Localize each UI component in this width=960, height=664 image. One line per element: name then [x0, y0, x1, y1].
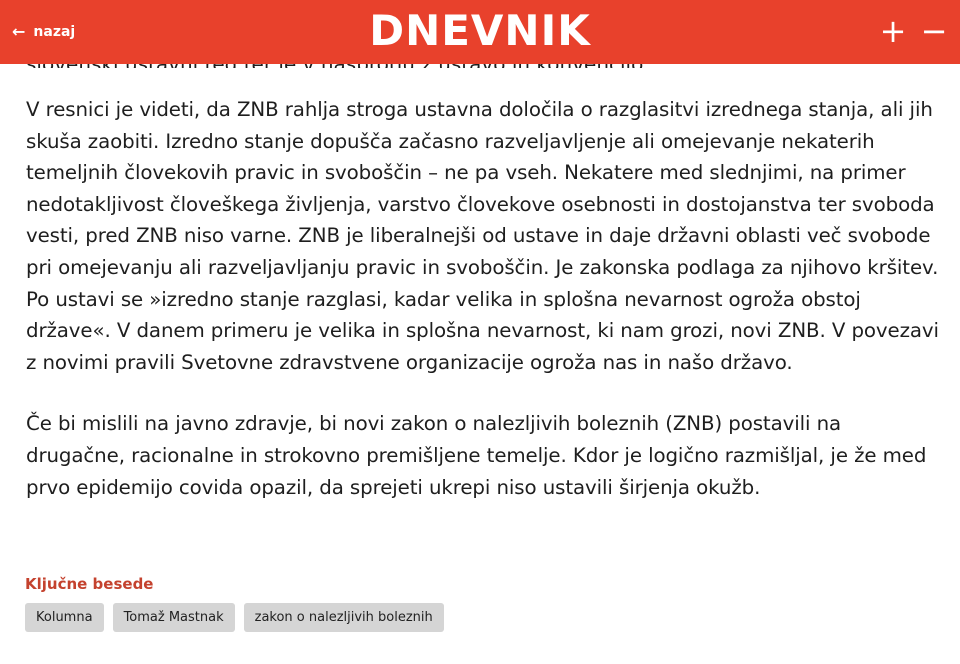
tag-zakon-o-nalezljivih-boleznih[interactable]: zakon o nalezljivih boleznih — [244, 603, 444, 632]
tag-tomaz-mastnak[interactable]: Tomaž Mastnak — [113, 603, 235, 632]
keyword-tags — [25, 603, 453, 632]
back-button[interactable] — [12, 20, 75, 44]
tag-kolumna[interactable]: Kolumna — [25, 603, 104, 632]
site-logo[interactable]: DNEVNIK — [369, 6, 591, 55]
top-bar — [0, 0, 960, 64]
zoom-out-button[interactable]: − — [920, 12, 948, 50]
article-body — [26, 94, 944, 533]
zoom-in-button[interactable]: + — [879, 12, 907, 50]
arrow-left-icon: ← — [12, 22, 26, 41]
article-paragraph: V resnici je videti, da ZNB rahlja stroga ustavna določila o razglasitvi izrednega stanja, ali jih skuša zaobiti. Izredno stanje dopušča začasno razveljavljenje ali omejevanje nekaterih temeljnih človekovih pravic in svoboščin – ne pa vseh. Nekatere med slednjimi, na primer nedotakljivost človeškega življenja, varstvo človekove osebnosti in dostojanstva ter svoboda vesti, pred ZNB niso varne. ZNB je liberalnejši od ustave in daje državni oblasti več svobode pri omejevanju ali razveljavljanju pravic in svoboščin. Je zakonska podlaga za njihovo kršitev. Po ustavi se »izredno stanje razglasi, kadar velika in splošna nevarnost ogroža obstoj države«. V danem primeru je velika in splošna nevarnost, ki nam grozi, novi ZNB. V povezavi z novimi pravili Svetovne zdravstvene organizacije ogroža nas in našo državo. — [26, 98, 939, 374]
back-label: nazaj — [33, 24, 76, 40]
article-paragraph: Če bi mislili na javno zdravje, bi novi zakon o nalezljivih boleznih (ZNB) postavili na drugačne, racionalne in strokovno premišljene temelje. Kdor je logično razmišljal, je že med prvo epidemijo covida opazil, da sprejeti ukrepi niso ustavili širjenja okužb. — [26, 412, 927, 499]
keywords-heading: Ključne besede — [25, 575, 154, 593]
